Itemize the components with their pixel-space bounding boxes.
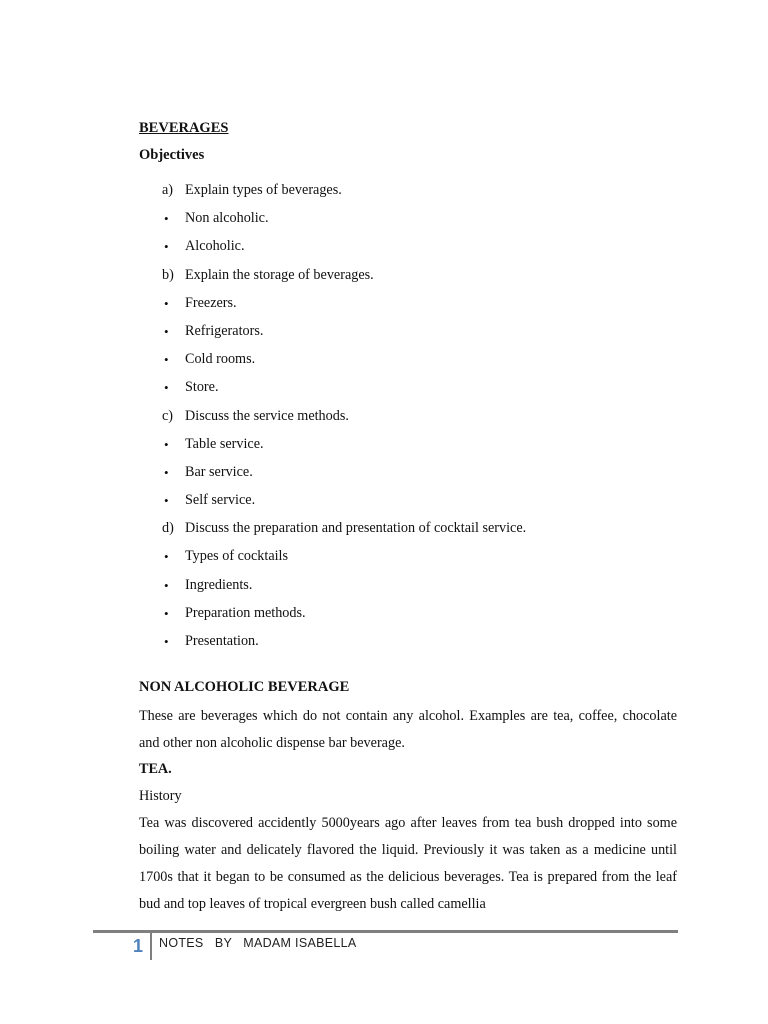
list-letter: d) xyxy=(162,520,174,537)
objective-item xyxy=(139,266,677,294)
list-item-text: Explain the storage of beverages. xyxy=(185,266,374,283)
bullet-marker: • xyxy=(164,352,169,368)
bullet-marker: • xyxy=(164,493,169,509)
bullet-item xyxy=(139,350,677,378)
bullet-item xyxy=(139,632,677,660)
list-item-text: Refrigerators. xyxy=(185,322,264,339)
bullet-item xyxy=(139,547,677,575)
list-item-text: Non alcoholic. xyxy=(185,210,269,227)
list-item-text: Store. xyxy=(185,379,219,396)
history-heading: History xyxy=(139,788,182,805)
list-item-text: Presentation. xyxy=(185,633,259,649)
document-title: BEVERAGES xyxy=(139,120,229,136)
history-paragraph: Tea was discovered accidently 5000years ago after leaves from tea bush dropped into some boiling water and delicately flavored the liquid. Previously it was taken as a medicine until 1700s that it began to be consumed as the delicious beverages. Tea is prepared from the leaf bud and top leaves of tropical evergreen bush called camellia xyxy=(139,815,677,913)
list-item-text: Discuss the preparation and presentation of cocktail service. xyxy=(185,520,527,537)
bullet-marker: • xyxy=(164,634,169,649)
bullet-marker: • xyxy=(164,549,169,565)
bullet-marker: • xyxy=(164,380,169,396)
list-letter: b) xyxy=(162,266,174,283)
page-content xyxy=(139,119,677,918)
bullet-marker: • xyxy=(164,211,169,227)
list-item-text: Preparation methods. xyxy=(185,604,306,621)
list-item-text: Types of cocktails xyxy=(185,548,289,565)
bullet-item xyxy=(139,576,677,604)
section-paragraph: These are beverages which do not contain any alcohol. Examples are tea, coffee, chocolate and other non alcoholic dispense bar beverage. xyxy=(139,708,677,751)
list-item-text: Bar service. xyxy=(185,463,253,480)
footer-note: NOTES BY MADAM ISABELLA xyxy=(159,936,357,950)
bullet-item xyxy=(139,209,677,237)
objective-item xyxy=(139,181,677,209)
list-item-text: Explain types of beverages. xyxy=(185,182,342,198)
section-heading: NON ALCOHOLIC BEVERAGE xyxy=(139,679,350,696)
page-footer xyxy=(93,930,678,963)
bullet-item xyxy=(139,604,677,632)
bullet-marker: • xyxy=(164,605,169,621)
list-item-text: Discuss the service methods. xyxy=(185,407,349,424)
bullet-item xyxy=(139,294,677,322)
bullet-item xyxy=(139,463,677,491)
list-letter: a) xyxy=(162,182,174,198)
objective-item xyxy=(139,407,677,435)
tea-heading: TEA. xyxy=(139,761,172,778)
list-item-text: Freezers. xyxy=(185,294,237,311)
objectives-heading: Objectives xyxy=(139,147,205,163)
list-letter: c) xyxy=(162,407,174,424)
list-item-text: Self service. xyxy=(185,492,256,509)
list-item-text: Cold rooms. xyxy=(185,351,256,368)
bullet-marker: • xyxy=(164,239,169,255)
list-item-text: Alcoholic. xyxy=(185,238,245,255)
bullet-marker: • xyxy=(164,464,169,480)
list-item-text: Table service. xyxy=(185,435,264,452)
bullet-item xyxy=(139,322,677,350)
bullet-item xyxy=(139,378,677,406)
bullet-marker: • xyxy=(164,323,169,339)
page-number: 1 xyxy=(133,936,144,956)
footer-divider xyxy=(150,933,152,960)
bullet-item xyxy=(139,435,677,463)
objective-item xyxy=(139,519,677,547)
list-item-text: Ingredients. xyxy=(185,576,253,593)
objectives-list xyxy=(139,181,677,660)
bullet-marker: • xyxy=(164,577,169,593)
bullet-marker: • xyxy=(164,436,169,452)
bullet-item xyxy=(139,237,677,265)
bullet-marker: • xyxy=(164,295,169,311)
bullet-item xyxy=(139,491,677,519)
